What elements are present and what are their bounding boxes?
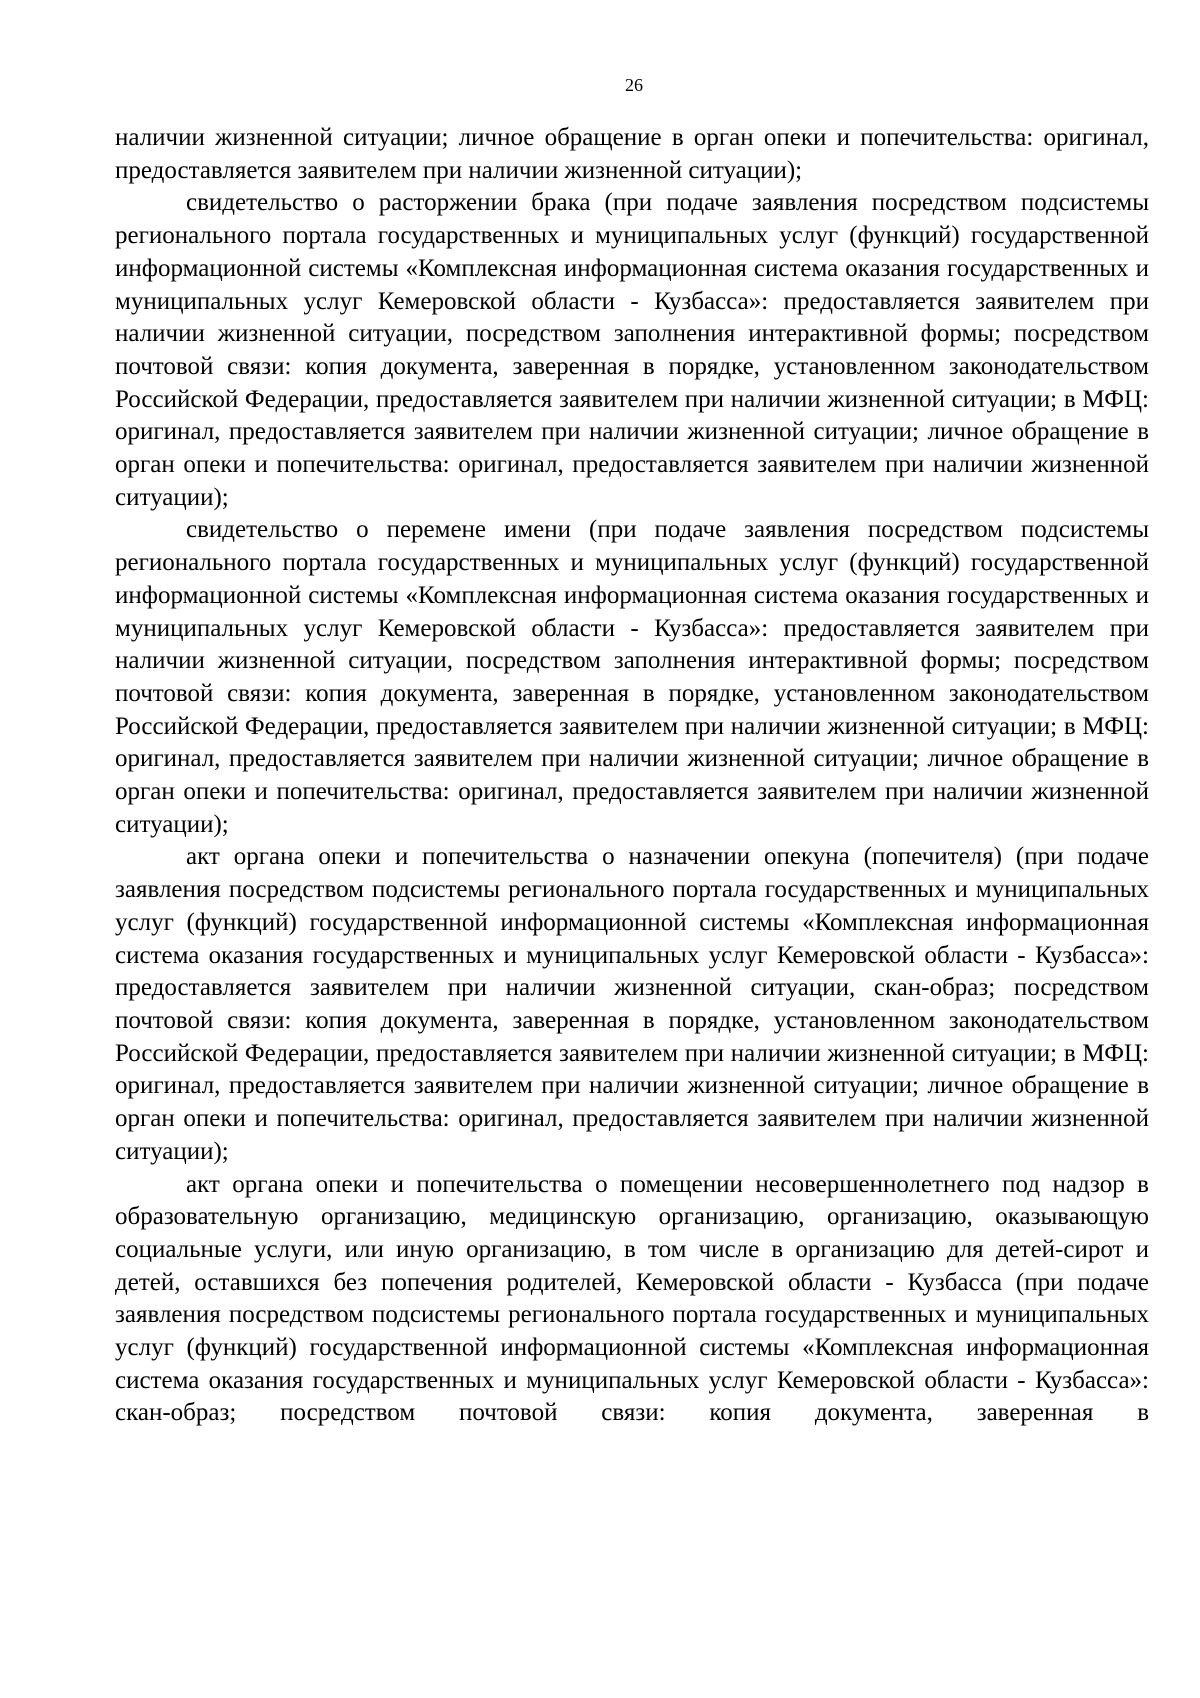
paragraph-name-change-certificate: свидетельство о перемене имени (при подаче заявления посредством подсистемы регионального портала государственных и муниципальных услуг (функций) государственной информационной системы «Комплексная информационная система оказания государственных и муниципальных услуг Кемеровской области - Кузбасса»: предоставляется заявителем при наличии жизненной ситуации, посредством заполнения интерактивной формы; посредством почтовой связи: копия документа, заверенная в порядке, установленном законодательством Российской Федерации, предоставляется заявителем при наличии жизненной ситуации; в МФЦ: оригинал, предоставляется заявителем при наличии жизненной ситуации; личное обращение в орган опеки и попечительства: оригинал, предоставляется заявителем при наличии жизненной ситуации); <box>115 516 1149 838</box>
paragraph-supervision-placement-act: акт органа опеки и попечительства о помещении несовершеннолетнего под надзор в образовательную организацию, медицинскую организацию, организацию, оказывающую социальные услуги, или иную организацию, в том числе в организацию для детей-сирот и детей, оставшихся без попечения родителей, Кемеровской области - Кузбасса (при подаче заявления посредством подсистемы регионального портала государственных и муниципальных услуг (функций) государственной информационной системы «Комплексная информационная система оказания государственных и муниципальных услуг Кемеровской области - Кузбасса»: скан-образ; посредством почтовой связи: копия документа, заверенная в <box>115 1170 1149 1427</box>
paragraph-continuation: наличии жизненной ситуации; личное обращение в орган опеки и попечительства: оригинал, предоставляется заявителем при наличии жизненной ситуации); <box>115 124 1149 184</box>
paragraph-divorce-certificate: свидетельство о расторжении брака (при подаче заявления посредством подсистемы регионального портала государственных и муниципальных услуг (функций) государственной информационной системы «Комплексная информационная система оказания государственных и муниципальных услуг Кемеровской области - Кузбасса»: предоставляется заявителем при наличии жизненной ситуации, посредством заполнения интерактивной формы; посредством почтовой связи: копия документа, заверенная в порядке, установленном законодательством Российской Федерации, предоставляется заявителем при наличии жизненной ситуации; в МФЦ: оригинал, предоставляется заявителем при наличии жизненной ситуации; личное обращение в орган опеки и попечительства: оригинал, предоставляется заявителем при наличии жизненной ситуации); <box>115 189 1149 511</box>
document-body <box>115 122 1149 1430</box>
paragraph-guardian-appointment-act: акт органа опеки и попечительства о назначении опекуна (попечителя) (при подаче заявления посредством подсистемы регионального портала государственных и муниципальных услуг (функций) государственной информационной системы «Комплексная информационная система оказания государственных и муниципальных услуг Кемеровской области - Кузбасса»: предоставляется заявителем при наличии жизненной ситуации, скан-образ; посредством почтовой связи: копия документа, заверенная в порядке, установленном законодательством Российской Федерации, предоставляется заявителем при наличии жизненной ситуации; в МФЦ: оригинал, предоставляется заявителем при наличии жизненной ситуации; личное обращение в орган опеки и попечительства: оригинал, предоставляется заявителем при наличии жизненной ситуации); <box>115 843 1149 1165</box>
page-number: 26 <box>625 75 643 95</box>
